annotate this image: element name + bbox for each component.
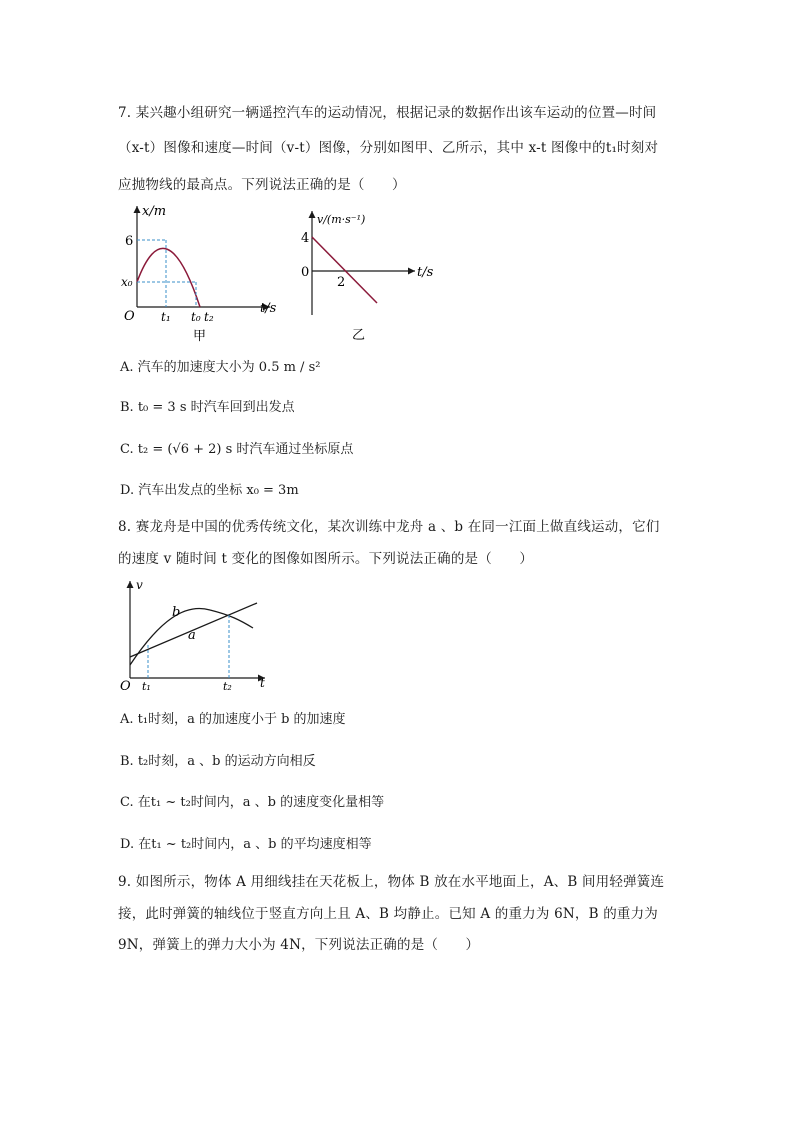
q7-line-1: 7. 某兴趣小组研究一辆遥控汽车的运动情况，根据记录的数据作出该车运动的位置—时间 — [118, 105, 657, 121]
parabola-curve — [137, 248, 200, 307]
x-tick-t0: t₀ — [191, 310, 201, 324]
q7-option-c: C. t₂ = (√6 + 2) s 时汽车通过坐标原点 — [120, 442, 354, 457]
curve-label-b: b — [172, 605, 181, 620]
t-tick-2: 2 — [337, 275, 346, 290]
q8-option-c: C. 在t₁ ~ t₂时间内，a 、b 的速度变化量相等 — [120, 795, 385, 810]
q8-line-1: 8. 赛龙舟是中国的优秀传统文化，某次训练中龙舟 a 、b 在同一江面上做直线运动，它们 — [118, 519, 660, 535]
x-axis-label: t/s — [260, 301, 277, 316]
caption-yi: 乙 — [352, 328, 366, 343]
q7-option-b: B. t₀ = 3 s 时汽车回到出发点 — [120, 400, 295, 415]
q7-option-a: A. 汽车的加速度大小为 0.5 m / s² — [120, 360, 321, 375]
q7-line-3: 应抛物线的最高点。下列说法正确的是（ ） — [118, 177, 406, 193]
origin-label: O — [124, 309, 135, 324]
figure-jia-xt-graph — [115, 200, 290, 350]
v-axis-label: v — [136, 578, 143, 592]
q7-line-2: （x-t）图像和速度—时间（v-t）图像，分别如图甲、乙所示，其中 x-t 图像中的t₁时刻对 — [118, 140, 659, 156]
y-tick-x0: x₀ — [121, 275, 133, 289]
y-tick-6: 6 — [125, 234, 134, 249]
y-axis-label: x/m — [142, 204, 167, 219]
velocity-line — [312, 237, 377, 303]
q8-option-a: A. t₁时刻，a 的加速度小于 b 的加速度 — [120, 712, 346, 727]
q8-option-b: B. t₂时刻，a 、b 的运动方向相反 — [120, 754, 316, 769]
q9-line-1: 9. 如图所示，物体 A 用细线挂在天花板上，物体 B 放在水平地面上，A、B 间用轻弹簧连 — [118, 874, 665, 890]
figure-yi-vt-graph — [295, 205, 445, 350]
curve-label-a: a — [188, 628, 196, 643]
x-tick-t1: t₁ — [142, 680, 151, 693]
caption-jia: 甲 — [193, 329, 207, 344]
q7-option-d: D. 汽车出发点的坐标 x₀ = 3m — [120, 483, 299, 498]
x-tick-t2: t₂ — [223, 680, 232, 693]
x-tick-t1: t₁ — [161, 310, 171, 324]
t-axis-label: t/s — [417, 265, 434, 280]
v-axis-label: v/(m·s⁻¹) — [317, 213, 366, 226]
q8-option-d: D. 在t₁ ~ t₂时间内，a 、b 的平均速度相等 — [120, 837, 372, 852]
q8-line-2: 的速度 v 随时间 t 变化的图像如图所示。下列说法正确的是（ ） — [118, 551, 534, 567]
t-axis-label: t — [260, 676, 265, 690]
figure-q8-vt-graph — [115, 575, 280, 697]
q9-line-2: 接，此时弹簧的轴线位于竖直方向上且 A、B 均静止。已知 A 的重力为 6N，B 的重力为 — [118, 906, 658, 922]
q9-line-3: 9N，弹簧上的弹力大小为 4N，下列说法正确的是（ ） — [118, 937, 480, 953]
origin-label: O — [120, 679, 131, 694]
v-tick-4: 4 — [301, 231, 310, 246]
x-tick-t2: t₂ — [204, 310, 214, 324]
v-tick-0: 0 — [301, 265, 310, 280]
